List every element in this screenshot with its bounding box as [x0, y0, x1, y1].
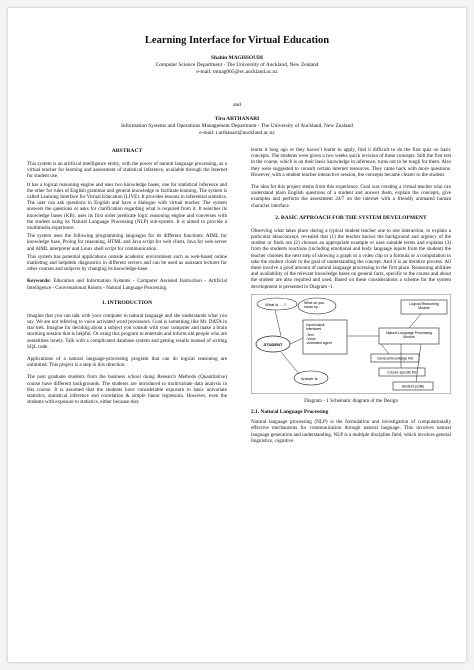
intro-paragraph: The post graduate students from the business school doing Research Methods (Quantitative) course have different backgrounds. The students are introduced to multivariate data analysis in this course. It is assumed that the students have considerable exposure to basic univariate statistics, statistical inference and correlation & simple linear regression. However, even the students with exposure to statistics, either because they — [27, 374, 227, 406]
author-block-1 — [8, 55, 466, 76]
and-separator: and — [233, 102, 241, 108]
intro-paragraph: Applications of a natural language-processing program that can do logical reasoning are unlimited. This project is a step in this direction. — [27, 356, 227, 369]
author-affiliation: Computer Science Department - The University of Auckland, New Zealand — [155, 62, 319, 68]
right-column — [251, 147, 451, 446]
io-interface-label: Input/output interfaces -Text -Voice -Animated agent — [306, 322, 332, 345]
abstract-paragraph: The system uses the following programming languages for its different functions: AIML for knowledge base, Prolog for reasoning, HTML and Java script for web client, Java for web server and AIML interpreter and Linux shell script for communication. — [27, 233, 227, 252]
what-do-you-mean-label: What do you mean by... — [304, 300, 325, 309]
keywords-text: Education and Information Systems - Computer Assisted Instruction - Artificial Intelligence - Conversational Robots - Natural Language Processing. — [27, 278, 227, 291]
author-affiliation: Information Systems and Operations Management Department - The University of Auckland, New Zealand — [121, 123, 353, 129]
body-paragraph: learnt it long ago or they haven’t learnt to apply, find it difficult to do the first quiz on basic concepts. The students were given a two weeks quick revision of these concepts. Still the first test in the course, which is on their basic knowledge in inference, turns out to be tough for them. Also they were suggested to consult certain internet resources. They came back with more questions. However, with a student teacher interactive session, the concepts became clearer to the student. — [251, 147, 451, 178]
keywords — [27, 278, 227, 290]
student-label: STUDENT — [263, 341, 283, 347]
keywords-label: Keywords: — [27, 278, 51, 285]
paper-page — [8, 8, 466, 662]
diagram-caption: Diagram - 1 Schematic diagram of the Design — [304, 397, 398, 404]
paper-title: Learning Interface for Virtual Education — [144, 35, 330, 46]
abstract-paragraph: It has a logical reasoning engine and uses two knowledge bases, one for statistical inference and the other for rules of English grammar and general knowledge to facilitate learning. The system is called Learning Interface for Virtual Education (LIVE). It provides lessons in inferential statistics. The user can ask questions in English and have a dialogue with virtual teacher. The system answers the questions or asks for clarification regarding what is required from it. It searches its knowledge bases (KB), uses its first order predicate logic reasoning engine and converses with the student using its Natural Language Processing (NLP) sub-system. It is aimed to provide a multimedia experience. — [27, 181, 227, 232]
logical-reasoning-label: Logical Reasoning Module — [409, 301, 439, 310]
abstract-heading: ABSTRACT — [111, 148, 143, 154]
general-kb-label: General knowledge KB — [377, 356, 413, 361]
author-email: e-mail: t.arthanari@auckland.ac.nz — [199, 130, 275, 136]
abstract-paragraph: This system is an artificial intelligence entity, with the power of natural language processing, as a virtual teacher for learning and assessment of statistical inference, available through the Internet for student use. — [27, 161, 227, 180]
what-is-label: What is ... ? — [265, 301, 287, 307]
intro-paragraph: Imagine that you can talk with your computer in natural language and she understands what you say. We are not referring to voice activated word processors. Goal is something like Mr. DATA in star trek. Imagine for deciding about a subject you consult with your computer and make a brain storming session that is helpful. Or using this program to entertain and inform old people who are sometimes lonely. Talk with a complicated database system and getting results instead of writing SQL code. — [27, 312, 227, 350]
left-column — [27, 148, 227, 408]
nlp-module-label: Natural Language Processing Module — [385, 330, 433, 339]
author-block-2 — [8, 116, 466, 137]
answer-label: Answer is ... — [301, 376, 322, 381]
diagram-svg — [251, 294, 451, 394]
student-profile-label: Student profile — [401, 384, 425, 389]
author-email: e-mail: mmag005@ec.auckland.ac.nz — [196, 69, 278, 75]
subsection-heading: 2.1. Natural Language Processing — [251, 409, 329, 416]
author-name: Tiru ARTHANARI — [214, 116, 260, 122]
body-paragraph: Natural language processing (NLP) is the formulation and investigation of computationally effective mechanisms for communication through natural language. This involves natural language generation and understanding. NLP is a multiple discipline field, which involves general linguistics, cognitive — [251, 419, 451, 444]
section2-heading: 2. BASIC APPROACH FOR THE SYSTEM DEVELOPMENT — [275, 214, 427, 221]
author-name: Shahin MAGHSOUDI — [211, 55, 263, 61]
body-paragraph: Observing what takes place during a typical student teacher one to one interaction, to explain a particular idea/concept, revealed that (1) the teacher knows the background and urgency of the student or finds out (2) chooses an appropriate example or uses suitable terms and explains (3) from the students reactions (including emotional and body language inputs from the student) the teacher chooses the next step of showing a graph or a video clip or a formula or a computation to take the student closer to the goal of understanding the concept. And it is an iterative process. All these involve a good amount of natural language processing in the first place. Reasoning abilities and availability of the relevant knowledge bases on general facts, specific to the course and about the student are also required and used. Based on these considerations a scheme for the system development is presented in Diagram -1. — [251, 227, 451, 290]
introduction-heading: 1. INTRODUCTION — [101, 299, 153, 306]
abstract-paragraph: This system has potential applications outside academic environment such as web-based online marketing and helpdesk diagnostics in different sectors and can be used as assistant lecturer for other courses and subjects by changing its knowledge-base. — [27, 253, 227, 273]
course-kb-label: Course specific KB — [387, 370, 417, 375]
body-paragraph: The idea for this project stems from this experience. Goal was creating a virtual teacher who can understand plain English questions of a student and answer them, explain the concepts, give examples and perform the assessment 24/7 on the internet with a friendly animated human character interface. — [251, 184, 451, 209]
schematic-diagram — [251, 294, 451, 394]
